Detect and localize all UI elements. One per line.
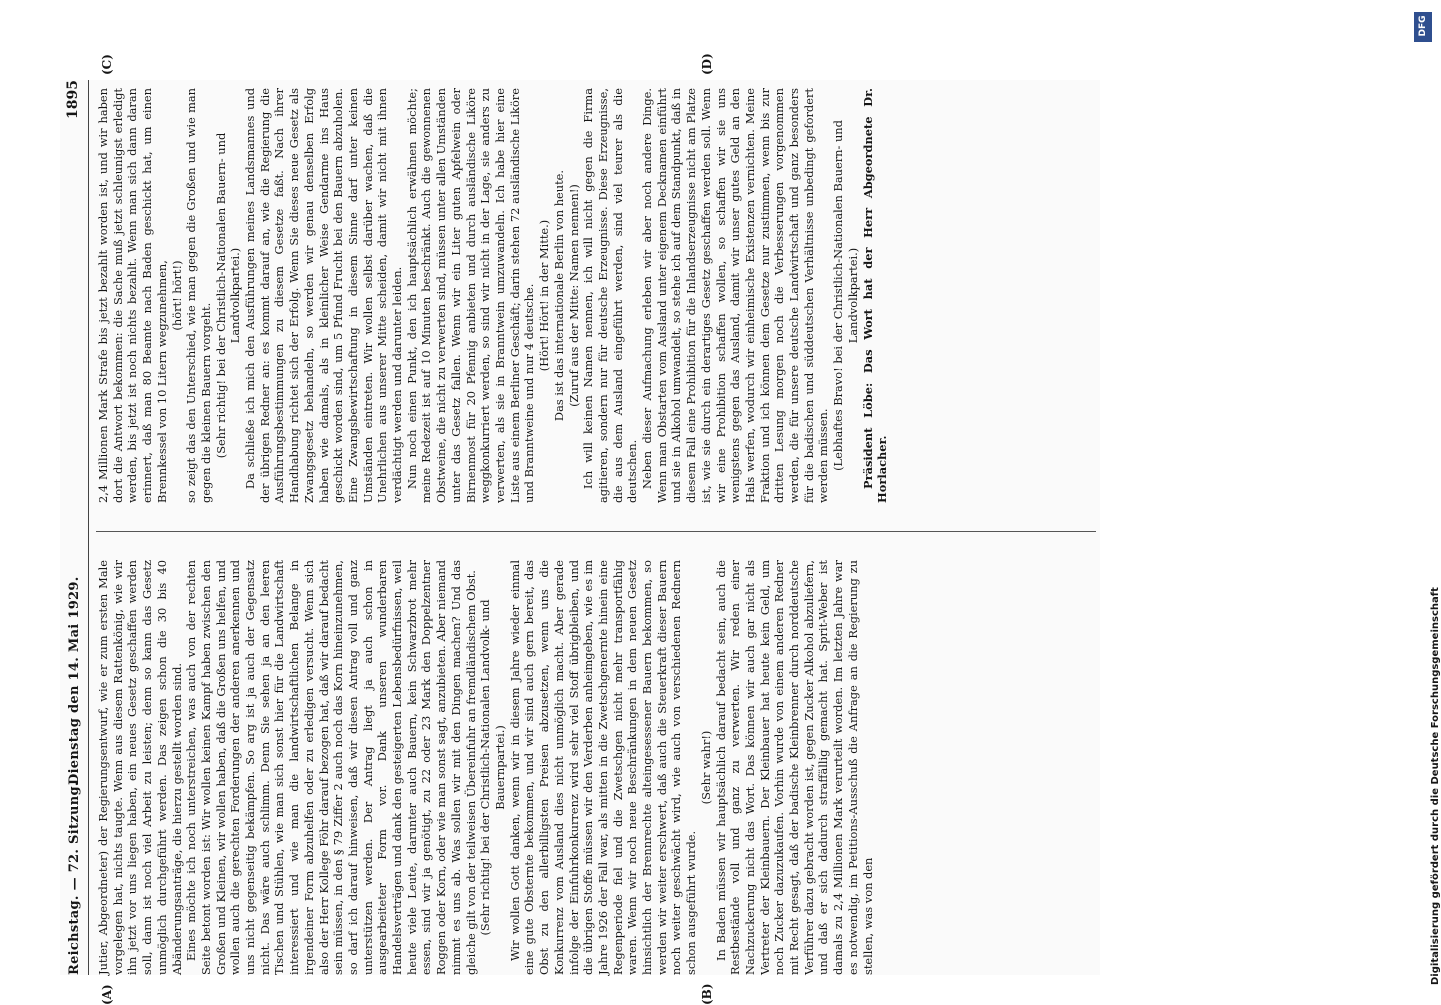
interjection: (Sehr richtig! bei der Christlich-Nationalen Bauern- und Landvolkpartei.) — [214, 88, 243, 503]
speaker-line: Präsident Löbe: Das Wort hat der Herr Abgeordnete Dr. Horlacher. — [861, 88, 890, 503]
paragraph: Eines möchte ich noch unterstreichen, was auch von der rechten Seite betont worden ist: Wir wollen keinen Kampf haben zwischen den Großen und Kleinen, wir wollen haben, daß die Großen uns helfen, und wollen auch die gerechten Forderungen der anderen anerkennen und uns nicht gegenseitig bekämpfen. So arg ist ja auch der Gegensatz nicht. Das wäre auch schlimm. Denn Sie sehen ja an den leeren Tischen und Stühlen, wie man sich sonst hier für die Landwirtschaft interessiert und wie man die landwirtschaftlichen Belange in irgendeiner Form abzuhelfen oder zu erledigen versucht. Wenn sich also der Herr Kollege Föhr darauf bezogen hat, daß wir darauf bedacht sein müssen, in den § 79 Ziffer 2 auch noch das Korn hineinzunehmen, so darf ich darauf hinweisen, daß wir diesen Antrag voll und ganz unterstützen werden. Der Antrag liegt ja auch schon in ausgearbeiteter Form vor. Dank unseren wunderbaren Handelsverträgen und dank den gesteigerten Lebensbedürfnissen, weil heute viele Leute, darunter auch Bauern, kein Schwarzbrot mehr essen, sind wir ja genötigt, zu 22 oder 23 Mark den Doppelzentner Roggen oder Korn, oder wie man sonst sagt, anzubieten. Aber niemand nimmt es uns ab. Was sollen wir mit den Dingen machen? Und das gleiche gilt von der teilweisen Übereinfuhr an fremdländischem Obst. — [184, 560, 478, 975]
interjection: (Lebhaftes Bravo! bei der Christlich-Nationalen Bauern- und Landvolkpartei.) — [831, 88, 860, 503]
paragraph: Da schließe ich mich den Ausführungen meines Landsmannes und der übrigen Redner an: es kommt darauf an, wie die Regierung die Ausführungsbestimmungen zu diesem Gesetze faßt. Nach ihrer Handhabung richtet sich der Erfolg. Wenn Sie dieses neue Gesetz als Zwangsgesetz behandeln, so werden wir genau denselben Erfolg haben wie damals, als in kleinlicher Weise Gendarme ins Haus geschickt worden sind, um 5 Pfund Frucht bei den Bauern abzuholen. Eine Zwangsbewirtschaftung in diesem Sinne darf unter keinen Umständen eintreten. Wir wollen selbst darüber wachen, daß die Unehrlichen aus unserer Mitte scheiden, damit wir nicht mit ihnen verdächtigt werden und darunter leiden. — [243, 88, 405, 503]
right-column — [96, 88, 890, 503]
marker-c: (C) — [100, 54, 115, 75]
header-left: Reichstag. — 72. Sitzung. — [68, 781, 83, 975]
paragraph: Wir wollen Gott danken, wenn wir in diesem Jahre wieder einmal eine gute Obsternte bekommen, und wir sind auch gern bereit, das Obst zu den allerbilligsten Preisen abzusetzen, wenn uns die Konkurrenz vom Ausland dies nicht unmöglich macht. Aber gerade infolge der Einfuhrkonkurrenz wird sehr viel Stoff übrigbleiben, und die übrigen Stoffe müssen wir den Verderben anheimgeben, wie es im Jahre 1926 der Fall war, als mitten in die Zwetschgenernte hinein eine Regenperiode fiel und die Zwetschgen nicht mehr transportfähig waren. Wenn wir noch neue Beschränkungen in dem neuen Gesetz hinsichtlich der Brennrechte alteingesessener Bauern bekommen, so werden wir weiter erschwert, daß auch die Steuerkraft dieser Bauern noch weiter geschwächt wird, wie auch von verschiedenen Rednern schon ausgeführt wurde. — [508, 560, 699, 975]
paragraph: Nun noch einen Punkt, den ich hauptsächlich erwähnen möchte; meine Redezeit ist auf 10 Minuten beschränkt. Auch die gewonnenen Obstweine, die nicht zu verwerten sind, müssen unter allen Umständen unter das Gesetz fallen. Wenn wir ein Liter guten Apfelwein oder Birnenmost für 20 Pfennig anbieten und durch ausländische Liköre weggkonkurriert werden, so sind wir nicht in der Lage, sie anders zu verwerten, als sie in Branntwein umzuwandeln. Ich habe hier eine Liste aus einem Berliner Geschäft; darin stehen 72 ausländische Liköre und Branntweine und nur 4 deutsche. — [405, 88, 537, 503]
marker-b: (B) — [700, 984, 715, 1005]
header-center: Dienstag den 14. Mai 1929. — [68, 576, 83, 785]
left-column — [96, 560, 875, 975]
paragraph: 2,4 Millionen Mark Strafe bis jetzt bezahlt worden ist, und wir haben dort die Antwort bekommen: die Sache muß jetzt schleunigst erledigt werden, bis jetzt ist noch nichts bezahlt. Wenn man sich dann daran erinnert, daß man 80 Beamte nach Baden geschickt hat, um einen Brennkessel von 10 Litern wegzunehmen, — [96, 88, 170, 503]
interjection: (Zuruf aus der Mitte: Namen nennen!) — [567, 88, 582, 503]
marker-a: (A) — [100, 984, 115, 1005]
page-number: 1895 — [66, 80, 81, 119]
interjection: (Sehr richtig! bei der Christlich-Nationalen Landvolk- und Bauernpartei.) — [478, 560, 507, 975]
paragraph: Neben dieser Aufmachung erleben wir aber noch andere Dinge. Wenn man Obstarten vom Ausland unter eigenem Decknamen einführt und sie in Alkohol umwandelt, so stehe ich auf dem Standpunkt, daß in diesem Fall eine Prohibition für die Inlandserzeugnisse nicht am Platze ist, wie sie durch ein derartiges Gesetz geschaffen werden soll. Wenn wir eine Prohibition schaffen wollen, so schaffen wir sie uns wenigstens gegen das Ausland, damit wir unser gutes Geld an den Hals werfen, wodurch wir einheimische Existenzen vernichten. Meine Fraktion und ich können dem Gesetze nur zustimmen, wenn bis zur dritten Lesung morgen noch die Verbesserungen vorgenommen werden, die für unsere deutsche Landwirtschaft und ganz besonders für die badischen und süddeutschen Verhältnisse unbedingt gefordert werden müssen. — [640, 88, 831, 503]
paragraph: In Baden müssen wir hauptsächlich darauf bedacht sein, auch die Restbestände voll und ganz zu verwerten. Wir reden einer Nachzuckerung nicht das Wort. Das können wir auch gar nicht als Vertreter der Kleinbauern. Der Kleinbauer hat heute kein Geld, um noch Zucker dazuzukaufen. Vorhin wurde von einem anderen Redner mit Recht gesagt, daß der badische Kleinbrenner durch norddeutsche Verführer dazu gebracht worden ist, gegen Zucker Alkohol abzuliefern, und daß er sich dadurch straffällig gemacht hat. Sprit-Weber ist damals zu 2,4 Millionen Mark verurteilt worden. Im letzten Jahre war es notwendig, im Petitions-Ausschuß die Anfrage an die Regierung zu stellen, was von den — [714, 560, 876, 975]
stamp-text: Digitalisierung gefördert durch die Deutsche Forschungsgemeinschaft — [1430, 25, 1441, 985]
page-header — [60, 80, 90, 975]
header-rule — [88, 80, 89, 975]
paragraph: so zeigt das den Unterschied, wie man gegen die Großen und wie man gegen die kleinen Bauern vorgeht. — [184, 88, 213, 503]
rotated-page-content — [60, 80, 1100, 975]
marker-d: (D) — [700, 53, 715, 75]
paragraph: Das ist das internationale Berlin von heute. — [552, 88, 567, 503]
dfg-logo: DFG — [1414, 12, 1432, 42]
digitization-stamp — [1412, 10, 1436, 990]
interjection: (hört! hört!) — [170, 88, 185, 503]
paragraph: Jutier, Abgeordneter) der Regierungsentwurf, wie er zum ersten Male vorgelegen hat, nichts taugte. Wenn aus diesem Rattenkönig, wie wir ihn jetzt vor uns liegen haben, ein neues Gesetz geschaffen werden soll, dann ist noch viel Arbeit zu leisten; denn so kann das Gesetz unmöglich durchgeführt werden. Das zeigen schon die 30 bis 40 Abänderungsanträge, die hierzu gestellt worden sind. — [96, 560, 184, 975]
column-divider — [96, 531, 1096, 532]
paragraph: Ich will keinen Namen nennen, ich will nicht gegen die Firma agitieren, sondern nur für deutsche Erzeugnisse. Diese Erzeugnisse, die aus dem Ausland eingeführt werden, sind viel teurer als die deutschen. — [581, 88, 640, 503]
interjection: (Hört! Hört! in der Mitte.) — [537, 88, 552, 503]
interjection: (Sehr wahr!) — [699, 560, 714, 975]
